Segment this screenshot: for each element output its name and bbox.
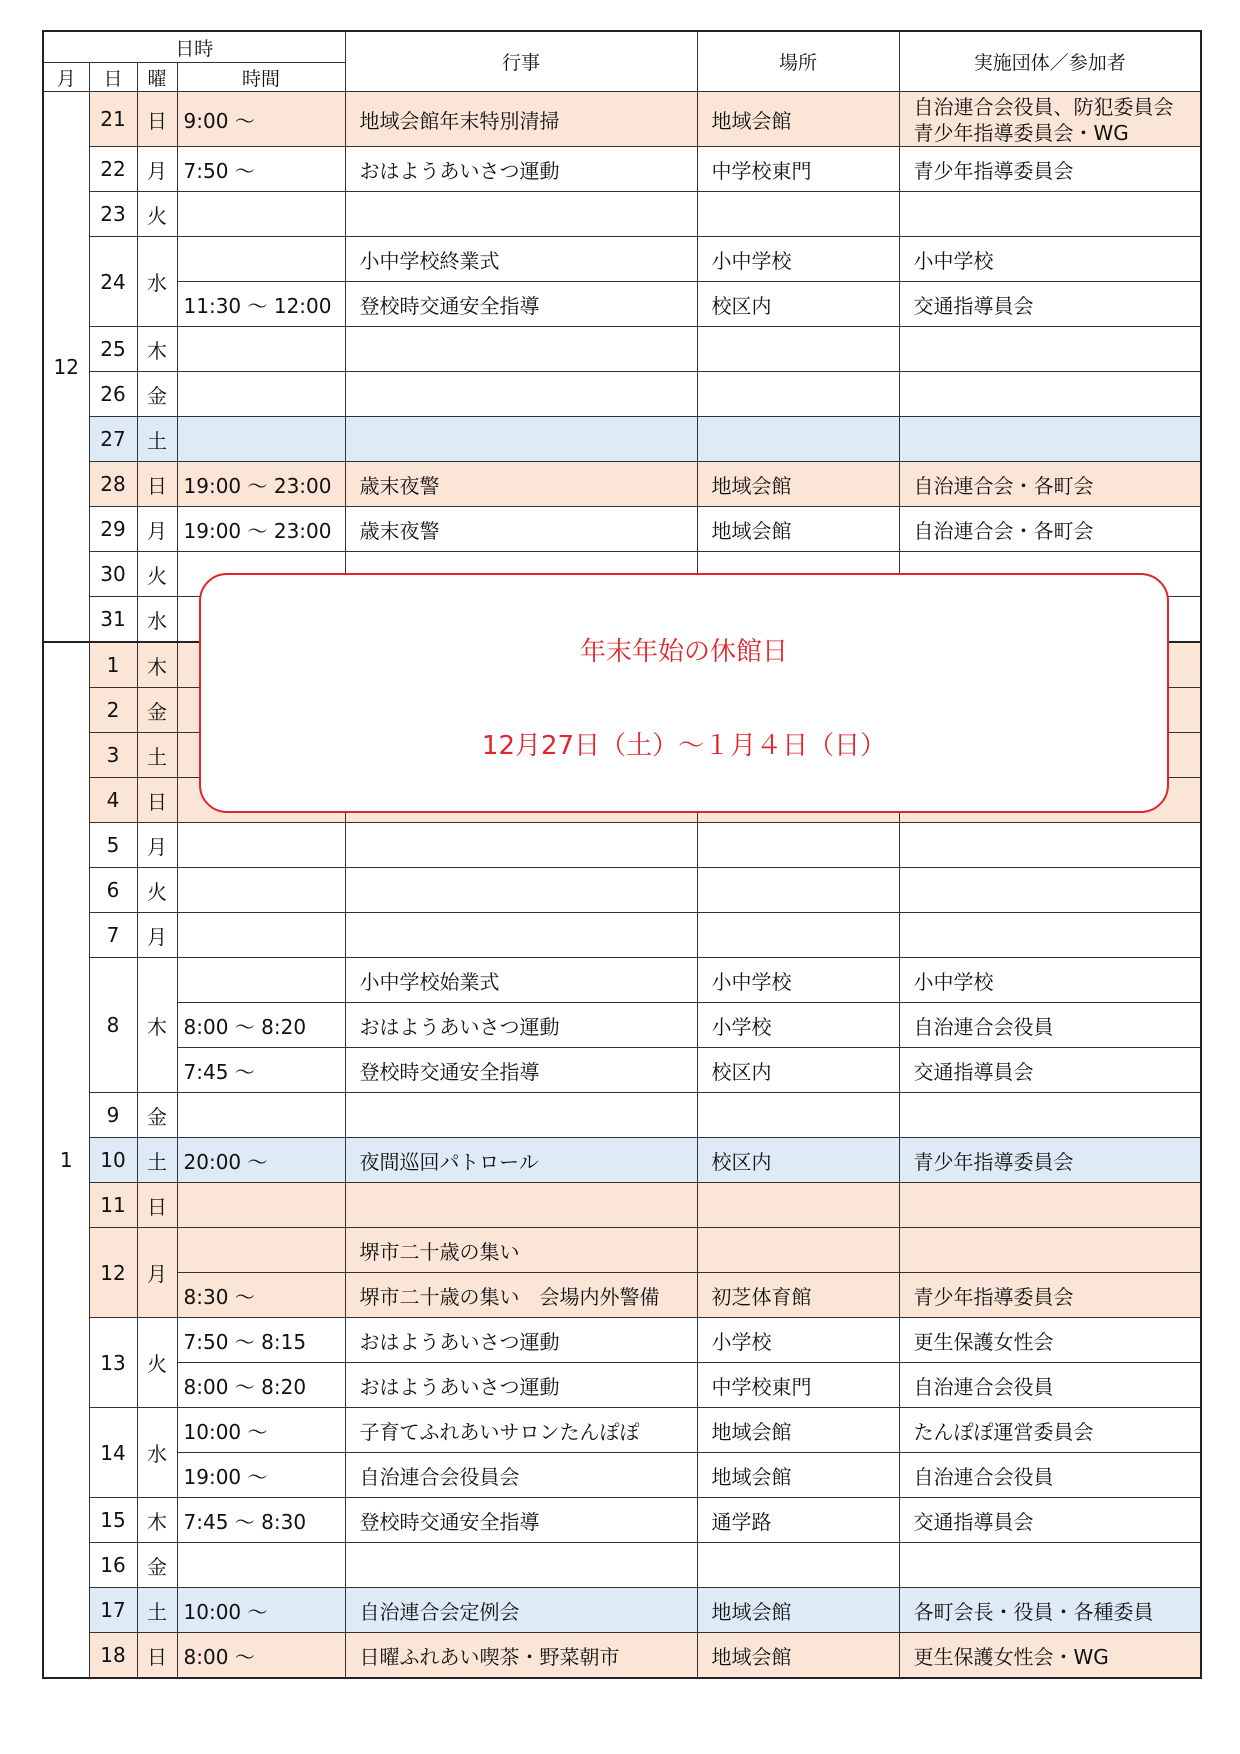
day-cell: 21	[89, 92, 137, 147]
day-cell: 4	[89, 778, 137, 823]
table-row	[43, 327, 1201, 372]
notice-period: 12月27日（土）～１月４日（日）	[481, 731, 887, 761]
table-row	[43, 823, 1201, 868]
org-cell	[899, 868, 1201, 913]
time-cell: 7:50 ～	[177, 147, 345, 192]
org-cell: 更生保護女性会・WG	[899, 1633, 1201, 1679]
place-cell: 初芝体育館	[697, 1273, 899, 1318]
time-cell: 8:00 ～ 8:20	[177, 1363, 345, 1408]
time-cell	[177, 1093, 345, 1138]
event-cell: 小中学校終業式	[345, 237, 697, 282]
table-row	[43, 1183, 1201, 1228]
time-cell: 19:00 ～ 23:00	[177, 462, 345, 507]
day-cell: 6	[89, 868, 137, 913]
table-row	[43, 1408, 1201, 1453]
event-cell: おはようあいさつ運動	[345, 147, 697, 192]
time-cell	[177, 1183, 345, 1228]
org-cell: 交通指導員会	[899, 282, 1201, 327]
weekday-cell: 土	[137, 1138, 177, 1183]
event-cell: 地域会館年末特別清掃	[345, 92, 697, 147]
month-cell: 1	[43, 642, 89, 1678]
weekday-cell: 水	[137, 1408, 177, 1498]
event-cell	[345, 1183, 697, 1228]
schedule-table	[42, 30, 1202, 1679]
time-cell: 19:00 ～ 23:00	[177, 507, 345, 552]
place-cell: 通学路	[697, 1498, 899, 1543]
place-cell: 地域会館	[697, 1453, 899, 1498]
org-cell: たんぽぽ運営委員会	[899, 1408, 1201, 1453]
time-cell: 11:30 ～ 12:00	[177, 282, 345, 327]
time-cell: 19:00 ～	[177, 1453, 345, 1498]
weekday-cell: 月	[137, 1228, 177, 1318]
event-cell: 堺市二十歳の集い 会場内外警備	[345, 1273, 697, 1318]
time-cell	[177, 417, 345, 462]
table-row	[43, 507, 1201, 552]
event-cell: 堺市二十歳の集い	[345, 1228, 697, 1273]
place-cell: 中学校東門	[697, 147, 899, 192]
event-cell	[345, 372, 697, 417]
event-cell	[345, 327, 697, 372]
place-cell	[697, 913, 899, 958]
org-cell: 各町会長・役員・各種委員	[899, 1588, 1201, 1633]
place-cell	[697, 417, 899, 462]
place-cell: 小学校	[697, 1003, 899, 1048]
event-cell	[345, 192, 697, 237]
event-cell: 小中学校始業式	[345, 958, 697, 1003]
weekday-cell: 火	[137, 868, 177, 913]
org-cell	[899, 192, 1201, 237]
place-cell: 地域会館	[697, 462, 899, 507]
table-row	[43, 1228, 1201, 1273]
event-cell	[345, 417, 697, 462]
day-cell: 30	[89, 552, 137, 597]
place-cell: 小中学校	[697, 237, 899, 282]
day-cell: 18	[89, 1633, 137, 1679]
time-cell: 10:00 ～	[177, 1408, 345, 1453]
place-cell: 地域会館	[697, 1588, 899, 1633]
header-time: 時間	[177, 63, 345, 92]
weekday-cell: 土	[137, 1588, 177, 1633]
header-place: 場所	[697, 31, 899, 92]
weekday-cell: 月	[137, 913, 177, 958]
event-cell: おはようあいさつ運動	[345, 1318, 697, 1363]
table-row	[43, 147, 1201, 192]
place-cell: 校区内	[697, 1048, 899, 1093]
org-cell	[899, 1228, 1201, 1273]
time-cell: 20:00 ～	[177, 1138, 345, 1183]
org-cell: 更生保護女性会	[899, 1318, 1201, 1363]
weekday-cell: 水	[137, 237, 177, 327]
day-cell: 15	[89, 1498, 137, 1543]
table-row	[43, 192, 1201, 237]
weekday-cell: 火	[137, 192, 177, 237]
place-cell: 地域会館	[697, 1408, 899, 1453]
org-cell: 自治連合会役員	[899, 1453, 1201, 1498]
schedule-body	[43, 92, 1201, 1679]
event-cell: 夜間巡回パトロール	[345, 1138, 697, 1183]
day-cell: 24	[89, 237, 137, 327]
place-cell	[697, 1228, 899, 1273]
day-cell: 25	[89, 327, 137, 372]
table-row	[43, 1273, 1201, 1318]
place-cell: 小学校	[697, 1318, 899, 1363]
weekday-cell: 月	[137, 147, 177, 192]
org-cell	[899, 913, 1201, 958]
day-cell: 16	[89, 1543, 137, 1588]
place-cell	[697, 192, 899, 237]
day-cell: 28	[89, 462, 137, 507]
table-row	[43, 868, 1201, 913]
header-day: 日	[89, 63, 137, 92]
event-cell: 歳末夜警	[345, 507, 697, 552]
org-cell: 交通指導員会	[899, 1498, 1201, 1543]
org-cell: 自治連合会役員、防犯委員会 青少年指導委員会・WG	[899, 92, 1201, 147]
month-cell: 12	[43, 92, 89, 643]
event-cell: おはようあいさつ運動	[345, 1003, 697, 1048]
org-cell: 青少年指導委員会	[899, 1138, 1201, 1183]
place-cell	[697, 1543, 899, 1588]
table-row	[43, 913, 1201, 958]
weekday-cell: 月	[137, 507, 177, 552]
weekday-cell: 土	[137, 417, 177, 462]
place-cell: 校区内	[697, 282, 899, 327]
weekday-cell: 土	[137, 733, 177, 778]
time-cell	[177, 958, 345, 1003]
day-cell: 5	[89, 823, 137, 868]
time-cell	[177, 372, 345, 417]
weekday-cell: 木	[137, 642, 177, 688]
place-cell: 地域会館	[697, 507, 899, 552]
table-row	[43, 462, 1201, 507]
org-cell: 交通指導員会	[899, 1048, 1201, 1093]
weekday-cell: 木	[137, 1498, 177, 1543]
closure-notice	[199, 573, 1169, 813]
event-cell	[345, 913, 697, 958]
day-cell: 2	[89, 688, 137, 733]
day-cell: 3	[89, 733, 137, 778]
time-cell: 7:45 ～ 8:30	[177, 1498, 345, 1543]
place-cell	[697, 327, 899, 372]
table-row	[43, 1543, 1201, 1588]
weekday-cell: 木	[137, 958, 177, 1093]
day-cell: 17	[89, 1588, 137, 1633]
table-row	[43, 1048, 1201, 1093]
weekday-cell: 金	[137, 1543, 177, 1588]
table-row	[43, 1363, 1201, 1408]
org-cell: 小中学校	[899, 237, 1201, 282]
org-cell: 青少年指導委員会	[899, 1273, 1201, 1318]
weekday-cell: 木	[137, 327, 177, 372]
day-cell: 7	[89, 913, 137, 958]
time-cell	[177, 237, 345, 282]
day-cell: 10	[89, 1138, 137, 1183]
event-cell: 歳末夜警	[345, 462, 697, 507]
org-cell: 小中学校	[899, 958, 1201, 1003]
day-cell: 14	[89, 1408, 137, 1498]
event-cell: 登校時交通安全指導	[345, 282, 697, 327]
weekday-cell: 水	[137, 597, 177, 643]
time-cell	[177, 192, 345, 237]
time-cell: 8:30 ～	[177, 1273, 345, 1318]
org-cell	[899, 1543, 1201, 1588]
event-cell: 子育てふれあいサロンたんぽぽ	[345, 1408, 697, 1453]
day-cell: 27	[89, 417, 137, 462]
day-cell: 26	[89, 372, 137, 417]
org-cell: 自治連合会役員	[899, 1003, 1201, 1048]
org-cell	[899, 417, 1201, 462]
time-cell: 10:00 ～	[177, 1588, 345, 1633]
time-cell	[177, 1543, 345, 1588]
weekday-cell: 日	[137, 1633, 177, 1679]
weekday-cell: 金	[137, 688, 177, 733]
weekday-cell: 金	[137, 1093, 177, 1138]
day-cell: 1	[89, 642, 137, 688]
org-cell: 自治連合会役員	[899, 1363, 1201, 1408]
table-row	[43, 282, 1201, 327]
event-cell: 登校時交通安全指導	[345, 1498, 697, 1543]
place-cell: 小中学校	[697, 958, 899, 1003]
time-cell: 7:45 ～	[177, 1048, 345, 1093]
event-cell: 自治連合会役員会	[345, 1453, 697, 1498]
table-row	[43, 1138, 1201, 1183]
time-cell: 7:50 ～ 8:15	[177, 1318, 345, 1363]
table-row	[43, 1498, 1201, 1543]
event-cell	[345, 868, 697, 913]
day-cell: 8	[89, 958, 137, 1093]
place-cell: 中学校東門	[697, 1363, 899, 1408]
table-row	[43, 1588, 1201, 1633]
weekday-cell: 日	[137, 778, 177, 823]
time-cell	[177, 823, 345, 868]
header-datetime: 日時	[43, 31, 345, 63]
day-cell: 31	[89, 597, 137, 643]
place-cell: 地域会館	[697, 92, 899, 147]
weekday-cell: 日	[137, 92, 177, 147]
table-row	[43, 372, 1201, 417]
event-cell: 登校時交通安全指導	[345, 1048, 697, 1093]
table-row	[43, 92, 1201, 147]
place-cell: 校区内	[697, 1138, 899, 1183]
weekday-cell: 月	[137, 823, 177, 868]
day-cell: 12	[89, 1228, 137, 1318]
day-cell: 11	[89, 1183, 137, 1228]
table-row	[43, 417, 1201, 462]
place-cell	[697, 372, 899, 417]
notice-title: 年末年始の休館日	[579, 637, 788, 667]
place-cell: 地域会館	[697, 1633, 899, 1679]
day-cell: 9	[89, 1093, 137, 1138]
header-month: 月	[43, 63, 89, 92]
day-cell: 29	[89, 507, 137, 552]
place-cell	[697, 823, 899, 868]
table-row	[43, 1093, 1201, 1138]
header-org: 実施団体／参加者	[899, 31, 1201, 92]
org-cell	[899, 1093, 1201, 1138]
weekday-cell: 火	[137, 1318, 177, 1408]
table-row	[43, 237, 1201, 282]
org-cell	[899, 327, 1201, 372]
org-cell: 自治連合会・各町会	[899, 462, 1201, 507]
table-row	[43, 958, 1201, 1003]
event-cell: 自治連合会定例会	[345, 1588, 697, 1633]
place-cell	[697, 1183, 899, 1228]
header-dow: 曜	[137, 63, 177, 92]
org-cell	[899, 1183, 1201, 1228]
time-cell: 8:00 ～ 8:20	[177, 1003, 345, 1048]
time-cell	[177, 868, 345, 913]
day-cell: 13	[89, 1318, 137, 1408]
time-cell	[177, 1228, 345, 1273]
day-cell: 23	[89, 192, 137, 237]
event-cell: 日曜ふれあい喫茶・野菜朝市	[345, 1633, 697, 1679]
time-cell	[177, 913, 345, 958]
org-cell: 青少年指導委員会	[899, 147, 1201, 192]
weekday-cell: 金	[137, 372, 177, 417]
table-row	[43, 1003, 1201, 1048]
place-cell	[697, 868, 899, 913]
weekday-cell: 火	[137, 552, 177, 597]
org-cell	[899, 372, 1201, 417]
event-cell: おはようあいさつ運動	[345, 1363, 697, 1408]
table-row	[43, 1633, 1201, 1679]
event-cell	[345, 1093, 697, 1138]
weekday-cell: 日	[137, 462, 177, 507]
weekday-cell: 日	[137, 1183, 177, 1228]
org-cell: 自治連合会・各町会	[899, 507, 1201, 552]
time-cell: 8:00 ～	[177, 1633, 345, 1679]
time-cell	[177, 327, 345, 372]
table-row	[43, 1318, 1201, 1363]
time-cell: 9:00 ～	[177, 92, 345, 147]
org-cell	[899, 823, 1201, 868]
event-cell	[345, 1543, 697, 1588]
day-cell: 22	[89, 147, 137, 192]
header-event: 行事	[345, 31, 697, 92]
event-cell	[345, 823, 697, 868]
table-row	[43, 1453, 1201, 1498]
place-cell	[697, 1093, 899, 1138]
